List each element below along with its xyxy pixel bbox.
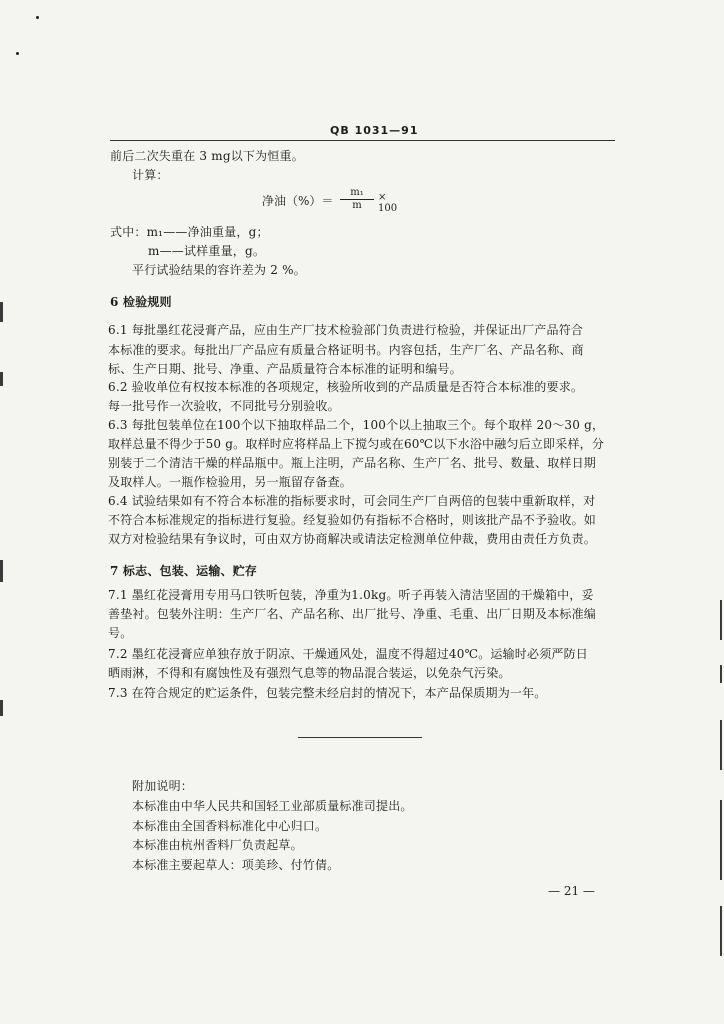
end-divider [298,737,422,738]
paragraph-line: 不符合本标准规定的指标进行复验。经复验如仍有指标不合格时，则该批产品不予验收。如 [108,513,597,527]
text-line: 前后二次失重在 3 mg以下为恒重。 [110,149,304,163]
paragraph-line: 晒雨淋，不得和有腐蚀性及有强烈气息等的物品混合装运，以免杂气污染。 [108,666,511,680]
section-heading: 7 标志、包装、运输、贮存 [110,564,258,578]
text-line: 式中：m₁——净油重量，g； [110,225,269,239]
paragraph-line: 6.3 每批包装单位在100个以下抽取样品二个，100个以上抽取三个。每个取样 20～30 g， [108,418,605,432]
paragraph-line: 标、生产日期、批号、净重、产品质量符合本标准的证明和编号。 [108,362,462,376]
scan-edge-mark [720,665,722,683]
paragraph-line: 6.2 验收单位有权按本标准的各项规定，核验所收到的产品质量是否符合本标准的要求。 [108,380,584,394]
scan-speck [36,16,39,19]
document-number: QB 1031—91 [330,124,419,137]
formula-rhs: × 100 [378,192,398,214]
paragraph-line: 别装于二个清洁干燥的样品瓶中。瓶上注明，产品名称、生产厂名、批号、数量、取样日期 [108,456,597,470]
formula-fraction [340,187,374,212]
paragraph-line: 善垫衬。包装外注明：生产厂名、产品名称、出厂批号、净重、毛重、出厂日期及本标准编 [108,607,597,621]
paragraph-line: 号。 [108,626,133,640]
appendix-line: 本标准由杭州香料厂负责起草。 [132,838,303,852]
scan-edge-mark [0,700,3,716]
scan-edge-mark [0,302,3,322]
paragraph-line: 本标准的要求。每批出厂产品应有质量合格证明书。内容包括，生产厂名、产品名称、商 [108,343,584,357]
paragraph-line: 7.2 墨红花浸膏应单独存放于阴凉、干燥通风处，温度不得超过40℃。运输时必须严防日 [108,647,588,661]
page-number: — 21 — [548,884,595,898]
text-line: 计算： [132,168,169,182]
scan-edge-mark [720,906,722,956]
formula-lhs: 净油（%）＝ [262,194,334,208]
scan-edge-mark [720,600,722,640]
header-rule [110,140,615,141]
appendix-line: 本标准由全国香料标准化中心归口。 [132,819,328,833]
appendix-line: 本标准主要起草人：项美珍、付竹倩。 [132,858,340,872]
scan-speck [16,52,19,55]
formula-numerator: m₁ [340,187,374,200]
section-heading: 6 检验规则 [110,295,172,309]
paragraph-line: 6.1 每批墨红花浸膏产品，应由生产厂技术检验部门负责进行检验，并保证出厂产品符合 [108,323,584,337]
paragraph-line: 7.3 在符合规定的贮运条件，包装完整未经启封的情况下，本产品保质期为一年。 [108,686,547,700]
scan-edge-mark [720,800,722,880]
scan-edge-mark [720,720,722,770]
formula [262,187,398,216]
appendix-line: 本标准由中华人民共和国轻工业部质量标准司提出。 [132,799,413,813]
paragraph-line: 及取样人。一瓶作检验用，另一瓶留存备查。 [108,475,353,489]
appendix-title: 附加说明： [132,779,194,793]
paragraph-line: 双方对检验结果有争议时，可由双方协商解决或请法定检测单位仲裁，费用由责任方负责。 [108,532,597,546]
scan-edge-mark [0,560,3,582]
paragraph-line: 7.1 墨红花浸膏用专用马口铁听包装，净重为1.0kg。听子再装入清洁坚固的干燥箱中，妥 [108,588,594,602]
formula-denominator: m [352,200,362,211]
paragraph-line: 6.4 试验结果如有不符合本标准的指标要求时，可会同生产厂自两倍的包装中重新取样，对 [108,494,596,508]
paragraph-line: 每一批号作一次验收，不同批号分别验收。 [108,399,340,413]
scan-edge-mark [0,372,3,386]
text-line: m——试样重量，g。 [148,244,266,258]
paragraph-line: 取样总量不得少于50 g。取样时应将样品上下搅匀或在60℃以下水浴中融匀后立即采样，分 [108,437,605,451]
text-line: 平行试验结果的容许差为 2 %。 [132,263,306,277]
